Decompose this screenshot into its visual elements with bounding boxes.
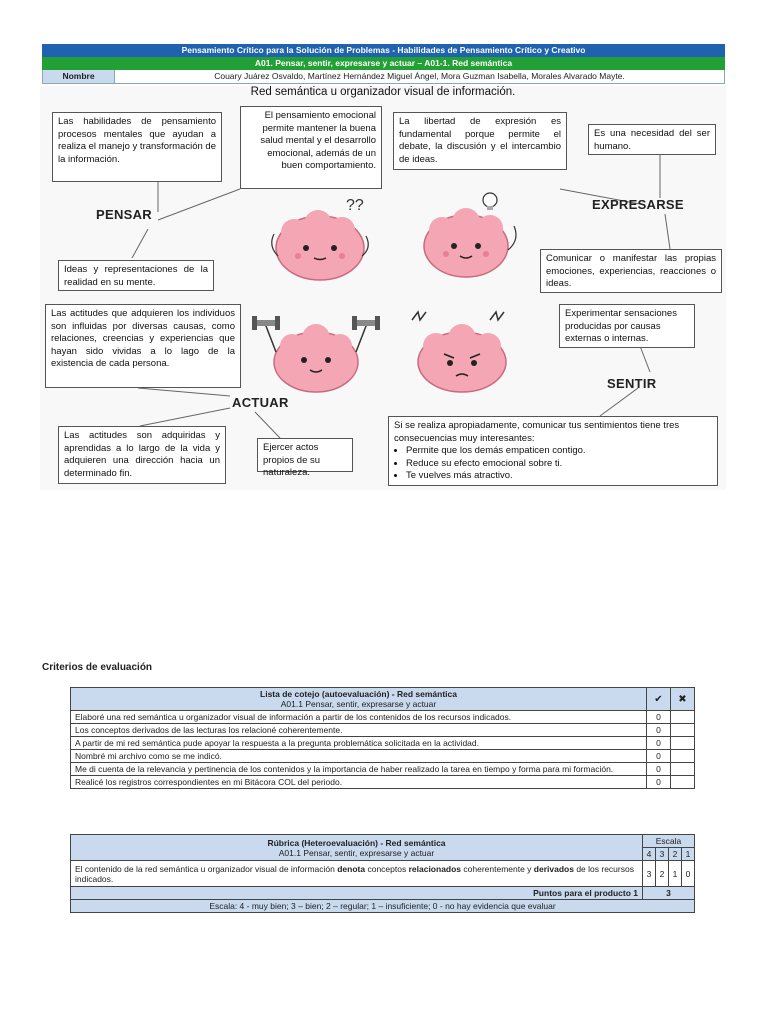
box-libertad: La libertad de expresión es fundamental porque permite el debate, la discusión y el intercambio de ideas. [393, 112, 567, 170]
table-row [71, 776, 695, 789]
list-item: • Reduce su efecto emocional sobre ti. [406, 458, 712, 471]
table-row [71, 887, 695, 900]
criterion-text: coherentemente y [461, 863, 534, 874]
criterion-text: El contenido de la red semántica u organizador visual de información [75, 863, 338, 874]
cross-column-icon: ✖ [671, 688, 695, 711]
box-emocional: El pensamiento emocional permite mantener la buena salud mental y el desarrollo emocional, además de un buen comportamiento. [240, 106, 382, 189]
box-actitudes-adquiridas: Las actitudes son adquiridas y aprendidas a lo largo de la vida y adquieren una dirección hacia un determinado fin. [58, 426, 226, 484]
line-sentir-sentimientos [600, 388, 638, 416]
checklist-value: 0 [647, 724, 671, 737]
keyword-pensar: PENSAR [96, 207, 152, 222]
checklist-item: Me di cuenta de la relevancia y pertinencia de los contenidos y la importancia de haber realizado la tarea en tiempo y forma para mi formación. [71, 763, 647, 776]
table-row [71, 861, 695, 887]
rubric-heading-text: Rúbrica (Heteroevaluación) - Red semántica [267, 837, 446, 848]
box-experimentar: Experimentar sensaciones producidas por causas externas o internas. [559, 304, 695, 348]
scale-value: 3 [656, 848, 669, 861]
criteria-title: Criterios de evaluación [42, 662, 153, 673]
checklist-value: 0 [647, 776, 671, 789]
table-row [71, 737, 695, 750]
criterion-text: de los recursos indicados. [75, 863, 634, 884]
table-row [71, 711, 695, 724]
checklist-item: Los conceptos derivados de las lecturas los relacioné coherentemente. [71, 724, 647, 737]
scale-value: 1 [682, 848, 695, 861]
activity-title: A01. Pensar, sentir, expresarse y actuar – A01-1. Red semántica [42, 57, 725, 70]
rubric-heading [71, 835, 643, 861]
criterion-score: 1 [669, 861, 682, 887]
names-row [42, 70, 725, 84]
checklist-item: Elaboré una red semántica u organizador visual de información a partir de los contenidos de los recursos indicados. [71, 711, 647, 724]
list-item: • Te vuelves más atractivo. [406, 470, 712, 483]
checklist-value: 0 [647, 750, 671, 763]
checklist-item: A partir de mi red semántica pude apoyar la respuesta a la pregunta problemática solicitada en la actividad. [71, 737, 647, 750]
criterion-score: 2 [656, 861, 669, 887]
criterion-text: conceptos [365, 863, 409, 874]
box-sentimientos [388, 416, 718, 486]
checklist-cross-cell [671, 724, 695, 737]
line-pensar-ideas [132, 229, 148, 258]
points-label: Puntos para el producto 1 [71, 887, 643, 900]
criterion-score: 3 [643, 861, 656, 887]
sentimientos-intro: Si se realiza apropiadamente, comunicar tus sentimientos tiene tres consecuencias muy interesantes: [394, 420, 680, 444]
brain-thinking-icon [262, 196, 378, 288]
line-actuar-ejercer [255, 412, 280, 438]
scale-value: 2 [669, 848, 682, 861]
criterion-bold: relacionados [408, 863, 462, 874]
checklist-heading-text: Lista de cotejo (autoevaluación) - Red semántica [260, 689, 457, 699]
scale-legend: Escala: 4 - muy bien; 3 – bien; 2 – regular; 1 – insuficiente; 0 - no hay evidencia que evaluar [71, 900, 695, 913]
criterion-bold: denota [337, 863, 366, 874]
line-expresarse-comunicar [665, 214, 670, 249]
checklist-item: Realicé los registros correspondientes en mi Bitácora COL del periodo. [71, 776, 647, 789]
checklist-value: 0 [647, 763, 671, 776]
criterion-score: 0 [682, 861, 695, 887]
checklist-value: 0 [647, 737, 671, 750]
checklist-item: Nombré mi archivo como se me indicó. [71, 750, 647, 763]
name-label: Nombre [43, 70, 115, 83]
rubric-subheading: A01.1 Pensar, sentir, expresarse y actuar [278, 847, 435, 858]
box-necesidad: Es una necesidad del ser humano. [588, 124, 716, 155]
checklist-heading [71, 688, 647, 711]
rubric-criterion [71, 861, 643, 887]
rubric-table [70, 834, 695, 913]
brain-idea-icon [412, 190, 528, 286]
course-title: Pensamiento Crítico para la Solución de Problemas - Habilidades de Pensamiento Crítico y Creativo [42, 44, 725, 57]
table-row [71, 900, 695, 913]
keyword-sentir: SENTIR [607, 376, 657, 391]
box-ideas: Ideas y representaciones de la realidad en su mente. [58, 260, 214, 291]
checklist-subheading: A01.1 Pensar, sentir, expresarse y actuar [280, 699, 437, 709]
svg-text:??: ?? [346, 197, 364, 214]
table-row [71, 724, 695, 737]
box-comunicar: Comunicar o manifestar las propias emociones, experiencias, reacciones o ideas. [540, 249, 722, 293]
table-row [71, 763, 695, 776]
rubric-scale-label: Escala [643, 835, 695, 848]
sentimientos-list [406, 445, 712, 483]
checklist-value: 0 [647, 711, 671, 724]
keyword-actuar: ACTUAR [232, 395, 289, 410]
list-item: • Permite que los demás empaticen contigo. [406, 445, 712, 458]
checklist-cross-cell [671, 763, 695, 776]
checklist-cross-cell [671, 737, 695, 750]
line-actuar-influidas [138, 388, 230, 396]
table-row [71, 750, 695, 763]
keyword-expresarse: EXPRESARSE [592, 197, 684, 212]
brain-angry-icon [402, 306, 522, 398]
box-actitudes-influidas: Las actitudes que adquieren los individuos son influidas por diversas causas, como relaciones, creencias y experiencias que hayan sido vividas a lo lago de la existencia de cada persona. [45, 304, 241, 388]
box-habilidades: Las habilidades de pensamiento procesos mentales que ayudan a realiza el manejo y transformación de la información. [52, 112, 222, 182]
points-value: 3 [643, 887, 695, 900]
scale-value: 4 [643, 848, 656, 861]
line-actuar-adquiridas [140, 408, 230, 426]
semantic-network [40, 86, 726, 490]
checklist-cross-cell [671, 711, 695, 724]
line-pensar-emocional [158, 189, 240, 220]
checklist-cross-cell [671, 750, 695, 763]
network-title: Red semántica u organizador visual de información. [250, 86, 516, 98]
checklist-table [70, 687, 695, 789]
box-ejercer: Ejercer actos propios de su naturaleza. [257, 438, 353, 472]
brain-exercise-icon [252, 308, 380, 398]
checklist-cross-cell [671, 776, 695, 789]
line-sentir-experimentar [640, 346, 650, 372]
check-column-icon: ✔ [647, 688, 671, 711]
criterion-bold: derivados [533, 863, 574, 874]
student-names: Couary Juárez Osvaldo, Martínez Hernández Miguel Ángel, Mora Guzman Isabella, Morales Alvarado Mayte. [214, 71, 625, 81]
document-header [42, 44, 725, 84]
